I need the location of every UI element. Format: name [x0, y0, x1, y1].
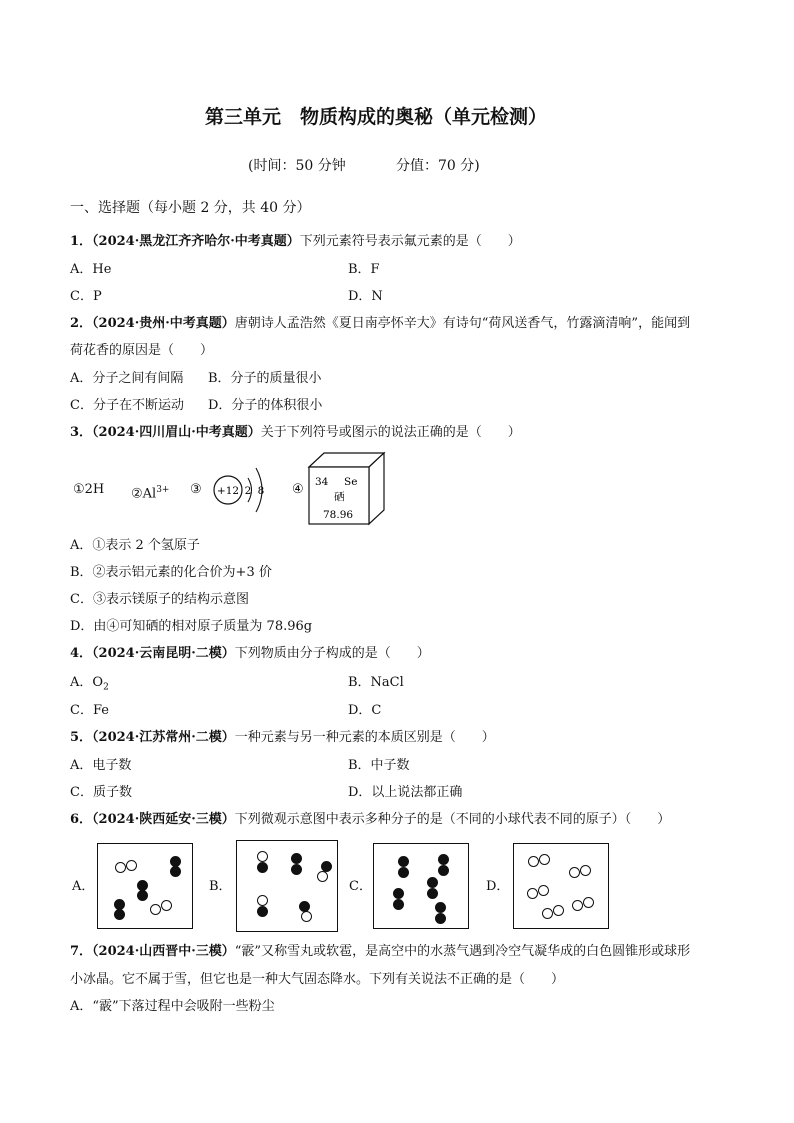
- black-atom: [438, 854, 449, 865]
- question-2-text-line2: 荷花香的原因是（ ）: [70, 343, 214, 358]
- white-atom: [126, 860, 137, 871]
- black-atom: [321, 861, 332, 872]
- black-atom: [114, 909, 125, 920]
- shell-1-electrons: 2: [244, 485, 252, 497]
- q3-option-a: A．①表示 2 个氢原子: [70, 538, 200, 553]
- black-atom: [398, 867, 409, 878]
- q4-option-d: D．C: [348, 703, 382, 718]
- question-6-stem: [70, 812, 670, 828]
- q5-option-c: C．质子数: [70, 785, 132, 800]
- shell-2-electrons: 8: [257, 485, 265, 497]
- black-atom: [170, 866, 181, 877]
- q4-option-a-label: A．: [70, 675, 93, 690]
- q1-option-c: C．P: [70, 289, 102, 304]
- q5-option-a: A．电子数: [70, 758, 132, 773]
- white-atom: [539, 854, 550, 865]
- black-atom: [435, 902, 446, 913]
- white-atom: [257, 895, 268, 906]
- question-2-stem: [70, 316, 690, 332]
- black-atom: [137, 890, 148, 901]
- black-atom: [291, 864, 302, 875]
- exam-time: (时间：50 分钟: [248, 158, 346, 174]
- black-atom: [438, 865, 449, 876]
- black-atom: [398, 856, 409, 867]
- black-atom: [291, 853, 302, 864]
- question-2-text: 唐朝诗人孟浩然《夏日南亭怀辛大》有诗句“荷风送香气，竹露滴清响”，能闻到: [234, 316, 691, 331]
- q6-diagram-d: [513, 843, 609, 929]
- figure-2-label: ②Al: [131, 486, 157, 502]
- q1-option-b: B．F: [348, 262, 380, 277]
- black-atom: [393, 899, 404, 910]
- figure-4-label: ④: [292, 482, 304, 497]
- question-4-source: 4．（2024·云南昆明·二模）: [70, 646, 235, 661]
- black-atom: [257, 906, 268, 917]
- question-4-stem: [70, 646, 430, 662]
- q5-option-b: B．中子数: [348, 758, 410, 773]
- white-atom: [580, 865, 591, 876]
- q6-option-d: D．: [486, 879, 510, 894]
- q6-option-a: A．: [72, 879, 95, 894]
- q6-diagram-b: [236, 840, 338, 932]
- black-atom: [393, 888, 404, 899]
- q4-option-b: B．NaCl: [348, 675, 404, 690]
- element-symbol: Se: [344, 476, 358, 488]
- black-atom: [427, 877, 438, 888]
- question-7-text: “霰”又称雪丸或软雹，是高空中的水蒸气遇到冷空气凝华成的白色圆锥形或球形: [234, 944, 691, 959]
- white-atom: [583, 897, 594, 908]
- white-atom: [150, 904, 161, 915]
- question-3-text: 关于下列符号或图示的说法正确的是（ ）: [260, 425, 521, 440]
- question-7-source: 7．（2024·山西晋中·三模）: [70, 944, 235, 959]
- white-atom: [301, 911, 312, 922]
- question-7-text-line2: 小冰晶。它不属于雪，但它也是一种大气固态降水。下列有关说法不正确的是（ ）: [70, 972, 565, 987]
- question-7-stem: [70, 944, 690, 960]
- q1-option-d: D．N: [348, 289, 383, 304]
- page-title: 第三单元 物质构成的奥秘（单元检测）: [205, 106, 548, 128]
- q2-option-c: C．分子在不断运动: [70, 398, 184, 413]
- atomic-structure-diagram: [206, 458, 272, 518]
- q2-option-d: D．分子的体积很小: [208, 398, 323, 413]
- question-5-stem: [70, 730, 495, 746]
- white-atom: [553, 905, 564, 916]
- q6-diagram-c: [373, 843, 469, 929]
- element-name: 硒: [334, 491, 345, 503]
- white-atom: [527, 888, 538, 899]
- q3-option-b: B．②表示铝元素的化合价为+3 价: [70, 565, 272, 580]
- white-atom: [569, 867, 580, 878]
- nucleus-charge: +12: [216, 485, 240, 497]
- periodic-table-cell: [306, 450, 386, 526]
- atomic-number: 34: [315, 476, 329, 488]
- q1-option-a: A．He: [70, 262, 112, 277]
- q4-option-c: C．Fe: [70, 703, 109, 718]
- white-atom: [542, 908, 553, 919]
- question-1-stem: [70, 234, 521, 250]
- q6-option-c: C．: [349, 879, 372, 894]
- q4-option-a-formula: O: [92, 675, 104, 690]
- question-5-source: 5．（2024·江苏常州·二模）: [70, 730, 235, 745]
- q3-option-d: D．由④可知硒的相对原子质量为 78.96g: [70, 619, 313, 634]
- question-4-text: 下列物质由分子构成的是（ ）: [234, 646, 430, 661]
- white-atom: [161, 900, 172, 911]
- white-atom: [572, 900, 583, 911]
- q6-option-b: B．: [209, 879, 232, 894]
- q2-option-b: B．分子的质量很小: [208, 371, 322, 386]
- q2-option-a: A．分子之间有间隔: [70, 371, 184, 386]
- question-1-source: 1．（2024·黑龙江齐齐哈尔·中考真题）: [70, 234, 300, 249]
- question-6-source: 6．（2024·陕西延安·三模）: [70, 812, 235, 827]
- figure-3-label: ③: [190, 482, 202, 497]
- white-atom: [538, 885, 549, 896]
- relative-atomic-mass: 78.96: [323, 509, 354, 521]
- figure-2-charge: 3+: [156, 485, 170, 495]
- question-3-source: 3．（2024·四川眉山·中考真题）: [70, 425, 261, 440]
- figure-2-al-ion: [131, 482, 169, 502]
- question-5-text: 一种元素与另一种元素的本质区别是（ ）: [234, 730, 495, 745]
- section-heading: 一、选择题（每小题 2 分，共 40 分）: [70, 200, 311, 216]
- question-3-stem: [70, 425, 521, 441]
- exam-score: 分值：70 分): [396, 158, 480, 174]
- q4-option-a-subscript: 2: [103, 682, 109, 693]
- question-2-source: 2．（2024·贵州·中考真题）: [70, 316, 235, 331]
- question-6-text: 下列微观示意图中表示多种分子的是（不同的小球代表不同的原子）（ ）: [234, 812, 671, 827]
- white-atom: [528, 856, 539, 867]
- black-atom: [427, 888, 438, 899]
- q3-option-c: C．③表示镁原子的结构示意图: [70, 592, 249, 607]
- black-atom: [435, 913, 446, 924]
- question-1-text: 下列元素符号表示氟元素的是（ ）: [299, 234, 521, 249]
- q6-diagram-a: [97, 843, 193, 929]
- white-atom: [317, 871, 328, 882]
- q5-option-d: D．以上说法都正确: [348, 785, 463, 800]
- white-atom: [257, 851, 268, 862]
- white-atom: [115, 862, 126, 873]
- q4-option-a: [70, 675, 109, 696]
- q7-option-a: A．“霰”下落过程中会吸附一些粉尘: [70, 999, 275, 1014]
- black-atom: [257, 862, 268, 873]
- figure-1-2h: ①2H: [73, 482, 105, 497]
